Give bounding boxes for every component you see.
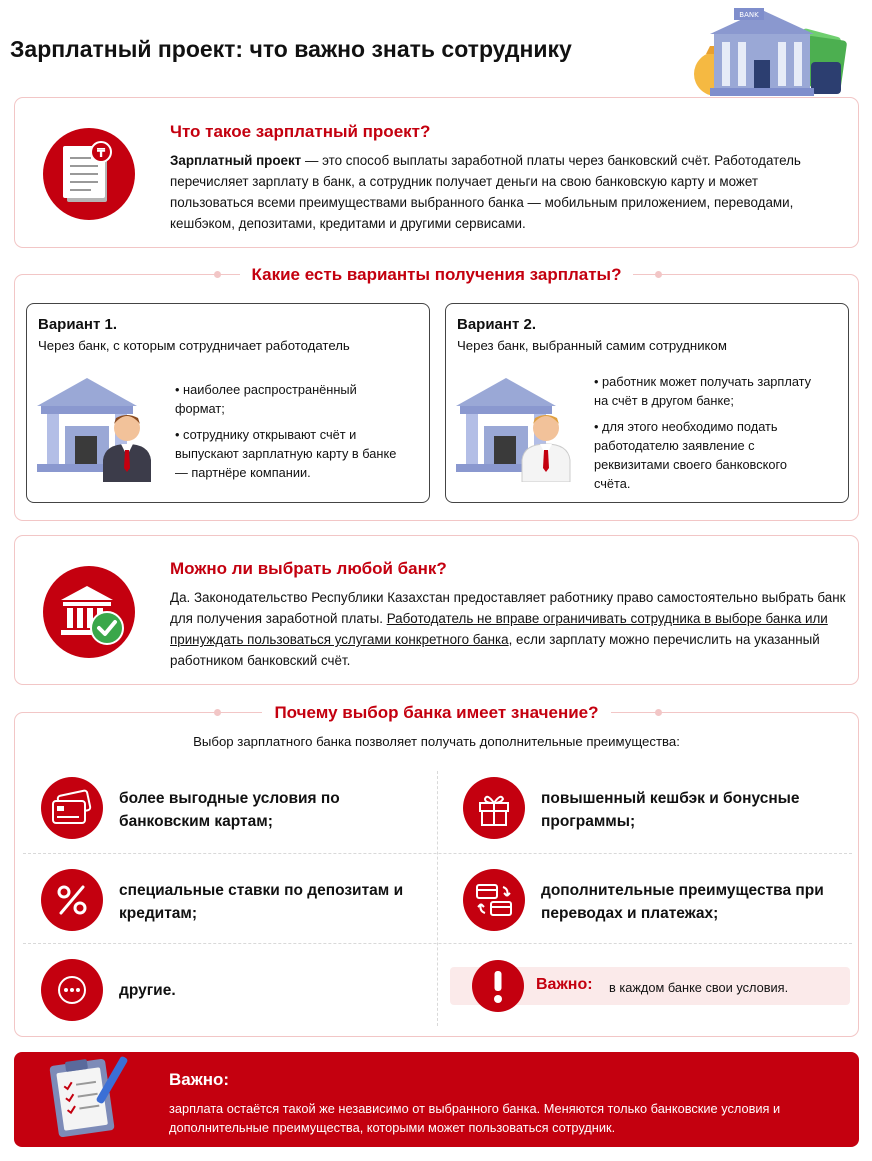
- benefit-text: более выгодные условия по банковским картам;: [119, 790, 340, 830]
- list-item: • наиболее распространённый формат;: [175, 382, 357, 416]
- salary-project-term: Зарплатный проект: [170, 153, 302, 168]
- row-divider: [23, 943, 852, 944]
- list-item: • сотруднику открывают счёт и выпускают зарплатную карту в банке — партнёре компании.: [175, 427, 397, 480]
- benefit-text: специальные ставки по депозитам и кредитам;: [119, 882, 404, 922]
- clipboard-checklist-icon: [48, 1050, 130, 1145]
- bank-check-icon: [43, 566, 135, 658]
- salary-document-icon: [43, 128, 135, 220]
- variant-1-card: [26, 303, 430, 503]
- choose-any-bank-card: [14, 535, 859, 685]
- percent-icon: [41, 869, 103, 931]
- section3-heading: Можно ли выбрать любой банк?: [170, 559, 447, 578]
- section3-text: [170, 587, 850, 671]
- page-title: Зарплатный проект: что важно знать сотруднику: [10, 36, 572, 62]
- svg-text:₸: ₸: [96, 146, 106, 160]
- what-is-salary-project-card: [14, 97, 859, 248]
- more-icon: [41, 959, 103, 1021]
- section1-text: [170, 150, 840, 234]
- important-label: Важно:: [536, 976, 593, 993]
- section2-heading: Какие есть варианты получения зарплаты?: [240, 261, 634, 289]
- bank-employee-illustration: [454, 372, 574, 482]
- salary-options-card: [14, 265, 859, 521]
- variant-2-subtitle: Через банк, выбранный самим сотрудником: [457, 338, 727, 353]
- important-text: в каждом банке свои условия.: [609, 980, 789, 995]
- variant-1-title: Вариант 1.: [38, 316, 117, 333]
- section4-heading: Почему выбор банка имеет значение?: [262, 699, 610, 727]
- footer-title: Важно:: [169, 1070, 230, 1089]
- important-note: [450, 967, 850, 1005]
- row-divider: [23, 853, 852, 854]
- section3-text-after: , если зарплату можно перечислить на указанный работником банковский счёт.: [170, 632, 820, 668]
- variant-1-list: [175, 380, 400, 489]
- bank-choice-benefits-card: [14, 703, 859, 1037]
- bank-employee-illustration: [35, 372, 155, 482]
- list-item: • работник может получать зарплату на счёт в другом банке;: [594, 374, 812, 408]
- section3-text-underlined: Работодатель не вправе ограничивать сотрудника в выборе банка или принуждать пользоваться услугами конкретного банка: [170, 611, 828, 647]
- salary-project-definition: — это способ выплаты заработной платы через банковский счёт. Работодатель перечисляет зарплату в банк, а сотрудник получает деньги на свою банковскую карту и может пользоваться всеми преимуществами выбранного банка — мобильным приложением, переводами, кешбэком, депозитами, кредитами и другими сервисами.: [170, 153, 801, 231]
- section4-intro: Выбор зарплатного банка позволяет получать дополнительные преимущества:: [193, 734, 680, 749]
- benefit-text: другие.: [119, 982, 176, 999]
- benefit-text: повышенный кешбэк и бонусные программы;: [541, 790, 800, 830]
- column-divider: [437, 771, 438, 1026]
- important-footer-banner: [14, 1052, 859, 1147]
- variant-2-list: [594, 372, 819, 500]
- bank-money-illustration: [676, 2, 858, 98]
- bank-cards-icon: [41, 777, 103, 839]
- gift-icon: [463, 777, 525, 839]
- bank-sign-text: BANK: [739, 11, 759, 19]
- exclamation-icon: [472, 960, 524, 1012]
- section1-heading: Что такое зарплатный проект?: [170, 122, 431, 141]
- section3-text-before: Да. Законодательство Республики Казахстан предоставляет работнику право самостоятельно выбрать банк для получения заработной платы.: [170, 590, 846, 626]
- benefit-text: дополнительные преимущества при переводах и платежах;: [541, 882, 824, 922]
- footer-text: зарплата остаётся такой же независимо от выбранного банка. Меняются только банковские условия и дополнительные преимущества, которыми может пользоваться сотрудник.: [169, 1101, 781, 1135]
- list-item: • для этого необходимо подать работодателю заявление с реквизитами своего банковского счёта.: [594, 419, 787, 491]
- transfer-icon: [463, 869, 525, 931]
- variant-2-title: Вариант 2.: [457, 316, 536, 333]
- variant-2-card: [445, 303, 849, 503]
- variant-1-subtitle: Через банк, с которым сотрудничает работодатель: [38, 338, 350, 353]
